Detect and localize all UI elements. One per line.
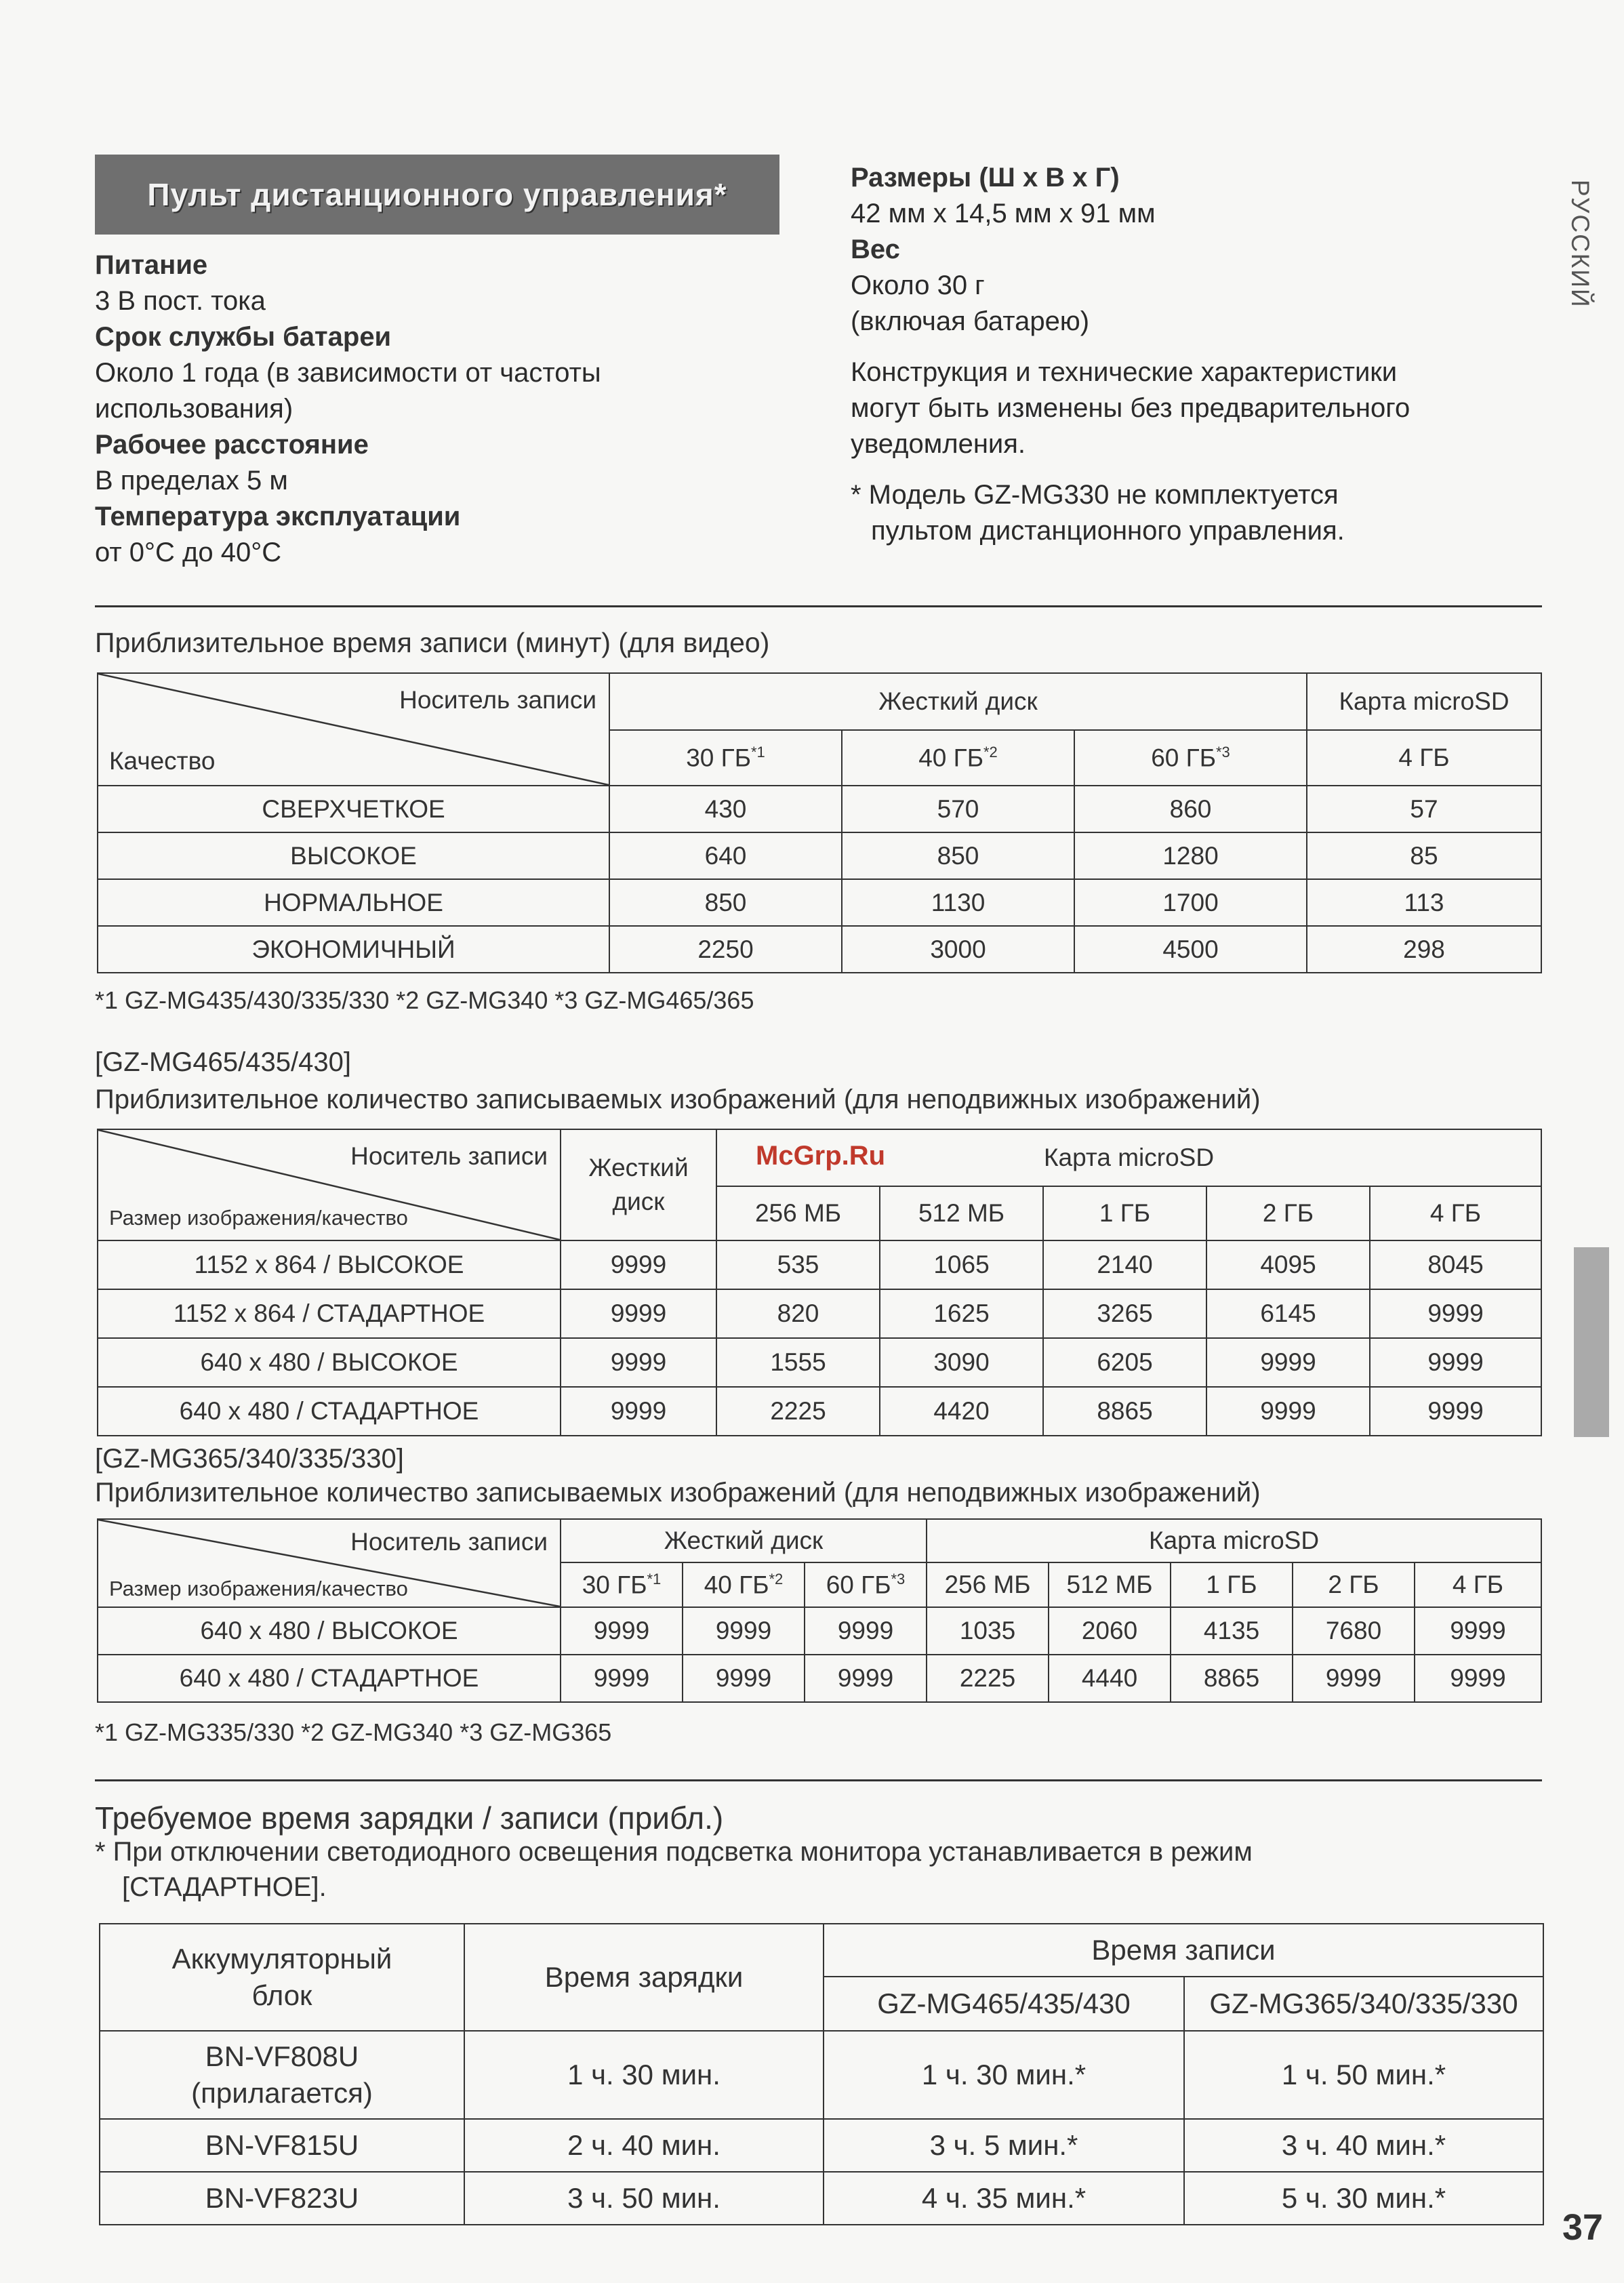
row-label: НОРМАЛЬНОЕ [98,879,609,926]
stills1-models: [GZ-MG465/435/430] [95,1047,351,1077]
col-header: 512 МБ [1049,1562,1171,1607]
hdd-header: Жесткий диск [561,1129,716,1240]
col-header: 2 ГБ [1293,1562,1415,1607]
card-header: Карта microSD [1307,673,1541,730]
table-row [98,1607,1541,1655]
stills-table-1 [97,1129,1542,1436]
row-label: СВЕРХЧЕТКОЕ [98,786,609,832]
table-corner-header [98,1129,561,1240]
cell: 850 [609,879,842,926]
table-corner-header [98,673,609,786]
cell: 9999 [1415,1607,1541,1655]
charge-note: * При отключении светодиодного освещения подсветка монитора устанавливается в режим [95,1837,1253,1867]
spec-value: В пределах 5 м [95,466,288,496]
cell: 640 [609,832,842,879]
col-header: 1 ГБ [1043,1186,1206,1240]
stills1-title: Приблизительное количество записываемых изображений (для неподвижных изображений) [95,1085,1261,1114]
charge-time-header: Время зарядки [464,1924,824,2031]
remote-specs-right [851,160,1556,549]
cell: 9999 [1206,1338,1370,1387]
video-section-title: Приблизительное время записи (минут) (для видео) [95,627,770,658]
table-corner-header [98,1519,561,1607]
row-label: 1152 x 864 / СТАДАРТНОЕ [98,1289,561,1338]
battery-name: BN-VF823U [100,2172,464,2225]
cell: 2140 [1043,1240,1206,1289]
battery-name: BN-VF808U (прилагается) [100,2031,464,2119]
table-row [98,1240,1541,1289]
stills2-models: [GZ-MG365/340/335/330] [95,1444,404,1474]
cell: 9999 [1206,1387,1370,1436]
table-row [98,1289,1541,1338]
section-banner-remote: Пульт дистанционного управления* [95,155,779,235]
cell: 113 [1307,879,1541,926]
battery-name: BN-VF815U [100,2119,464,2172]
spec-value: 3 В пост. тока [95,286,266,316]
card-header: Карта microSD [716,1129,1541,1186]
spec-value: 42 мм x 14,5 мм x 91 мм [851,199,1156,228]
cell: 9999 [1415,1655,1541,1702]
stills2-footnote: *1 GZ-MG335/330 *2 GZ-MG340 *3 GZ-MG365 [95,1718,612,1746]
spec-heading: Температура эксплуатации [95,502,461,531]
row-label: 640 x 480 / СТАДАРТНОЕ [98,1655,561,1702]
cell: 3265 [1043,1289,1206,1338]
spec-value: от 0°C до 40°C [95,538,282,567]
cell: 9999 [1370,1387,1541,1436]
divider [95,605,1542,607]
stills2-title: Приблизительное количество записываемых изображений (для неподвижных изображений) [95,1478,1261,1508]
quality-header: Качество [109,747,216,775]
row-label: ВЫСОКОЕ [98,832,609,879]
cell: 4095 [1206,1240,1370,1289]
table-row [100,2031,1543,2119]
watermark-text: McGrp.Ru [756,1141,886,1171]
cell: 4440 [1049,1655,1171,1702]
language-side-label: РУССКИЙ [1566,180,1594,308]
cell: 2225 [716,1387,880,1436]
spec-heading: Срок службы батареи [95,322,392,352]
cell: 2 ч. 40 мин. [464,2119,824,2172]
section-tab-marker [1574,1247,1609,1437]
model-header: GZ-MG465/435/430 [824,1977,1184,2031]
cell: 820 [716,1289,880,1338]
spec-heading: Питание [95,250,208,280]
col-header: 256 МБ [927,1562,1049,1607]
col-header: 30 ГБ$^{*1}$ [609,730,842,786]
row-label: ЭКОНОМИЧНЫЙ [98,926,609,973]
col-header: 4 ГБ [1307,730,1541,786]
spec-heading: Рабочее расстояние [95,430,369,460]
col-header: 40 ГБ$^{*2}$ [842,730,1074,786]
cell: 3 ч. 40 мин.* [1184,2119,1543,2172]
row-label: 640 x 480 / СТАДАРТНОЕ [98,1387,561,1436]
cell: 850 [842,832,1074,879]
media-header: Носитель записи [350,1528,548,1556]
video-time-table [97,672,1542,973]
col-header: 60 ГБ$^{*3}$ [1074,730,1307,786]
design-note: могут быть изменены без предварительного [851,393,1410,423]
remote-footnote: пультом дистанционного управления. [871,516,1345,546]
cell: 430 [609,786,842,832]
cell: 9999 [683,1655,805,1702]
stills-table-2 [97,1518,1542,1703]
design-note: уведомления. [851,429,1026,459]
cell: 1625 [880,1289,1043,1338]
cell: 4135 [1171,1607,1293,1655]
cell: 6145 [1206,1289,1370,1338]
card-header: Карта microSD [927,1519,1541,1562]
hdd-header: Жесткий диск [561,1519,927,1562]
cell: 85 [1307,832,1541,879]
row-label: 1152 x 864 / ВЫСОКОЕ [98,1240,561,1289]
cell: 9999 [561,1338,716,1387]
cell: 860 [1074,786,1307,832]
row-label: 640 x 480 / ВЫСОКОЕ [98,1338,561,1387]
cell: 535 [716,1240,880,1289]
cell: 9999 [1293,1655,1415,1702]
cell: 9999 [1370,1338,1541,1387]
col-header: 4 ГБ [1370,1186,1541,1240]
cell: 5 ч. 30 мин.* [1184,2172,1543,2225]
media-header: Носитель записи [399,686,596,714]
col-header: 30 ГБ$^{*1}$ [561,1562,683,1607]
cell: 1700 [1074,879,1307,926]
battery-header: Аккумуляторный блок [100,1924,464,2031]
spec-heading: Размеры (Ш x В x Г) [851,163,1120,193]
cell: 2225 [927,1655,1049,1702]
row-label: 640 x 480 / ВЫСОКОЕ [98,1607,561,1655]
record-time-header: Время записи [824,1924,1543,1977]
cell: 4 ч. 35 мин.* [824,2172,1184,2225]
cell: 1035 [927,1607,1049,1655]
table-row [98,926,1541,973]
size-header: Размер изображения/качество [109,1206,408,1230]
video-footnote: *1 GZ-MG435/430/335/330 *2 GZ-MG340 *3 GZ-MG465/365 [95,986,754,1014]
cell: 8045 [1370,1240,1541,1289]
col-header: 256 МБ [716,1186,880,1240]
media-header: Носитель записи [350,1142,548,1170]
cell: 9999 [683,1607,805,1655]
model-header: GZ-MG365/340/335/330 [1184,1977,1543,2031]
cell: 3090 [880,1338,1043,1387]
cell: 9999 [561,1289,716,1338]
cell: 9999 [561,1387,716,1436]
design-note: Конструкция и технические характеристики [851,357,1398,387]
hdd-header: Жесткий диск [609,673,1307,730]
cell: 1280 [1074,832,1307,879]
cell: 9999 [805,1607,927,1655]
cell: 6205 [1043,1338,1206,1387]
cell: 9999 [561,1607,683,1655]
col-header: 60 ГБ$^{*3}$ [805,1562,927,1607]
table-row [100,2119,1543,2172]
cell: 57 [1307,786,1541,832]
cell: 9999 [805,1655,927,1702]
size-header: Размер изображения/качество [109,1577,408,1600]
col-header: 1 ГБ [1171,1562,1293,1607]
cell: 1130 [842,879,1074,926]
page-number: 37 [1562,2207,1604,2248]
cell: 1 ч. 50 мин.* [1184,2031,1543,2119]
table-row [98,1338,1541,1387]
table-row [98,879,1541,926]
spec-value: (включая батарею) [851,306,1090,336]
col-header: 40 ГБ$^{*2}$ [683,1562,805,1607]
cell: 3000 [842,926,1074,973]
cell: 3 ч. 5 мин.* [824,2119,1184,2172]
cell: 7680 [1293,1607,1415,1655]
cell: 298 [1307,926,1541,973]
cell: 3 ч. 50 мин. [464,2172,824,2225]
cell: 2060 [1049,1607,1171,1655]
spec-value: Около 30 г [851,270,985,300]
table-row [98,1655,1541,1702]
col-header: 2 ГБ [1206,1186,1370,1240]
col-header: 4 ГБ [1415,1562,1541,1607]
remote-footnote: * Модель GZ-MG330 не комплектуется [851,480,1339,510]
cell: 1065 [880,1240,1043,1289]
table-row [98,1387,1541,1436]
remote-specs-left [95,247,807,571]
cell: 8865 [1043,1387,1206,1436]
cell: 570 [842,786,1074,832]
table-row [100,2172,1543,2225]
spec-value: Около 1 года (в зависимости от частоты [95,358,601,388]
cell: 4500 [1074,926,1307,973]
cell: 2250 [609,926,842,973]
charge-note: [СТАДАРТНОЕ]. [122,1872,327,1902]
spec-heading: Вес [851,235,900,264]
cell: 9999 [561,1655,683,1702]
table-row [98,786,1541,832]
cell: 4420 [880,1387,1043,1436]
cell: 1 ч. 30 мин. [464,2031,824,2119]
col-header: 512 МБ [880,1186,1043,1240]
cell: 1 ч. 30 мин.* [824,2031,1184,2119]
spec-value: использования) [95,394,293,424]
cell: 1555 [716,1338,880,1387]
cell: 9999 [1370,1289,1541,1338]
cell: 8865 [1171,1655,1293,1702]
table-row [98,832,1541,879]
divider [95,1779,1542,1781]
cell: 9999 [561,1240,716,1289]
charge-section-title: Требуемое время зарядки / записи (прибл.) [95,1800,724,1836]
charge-table [99,1923,1544,2225]
